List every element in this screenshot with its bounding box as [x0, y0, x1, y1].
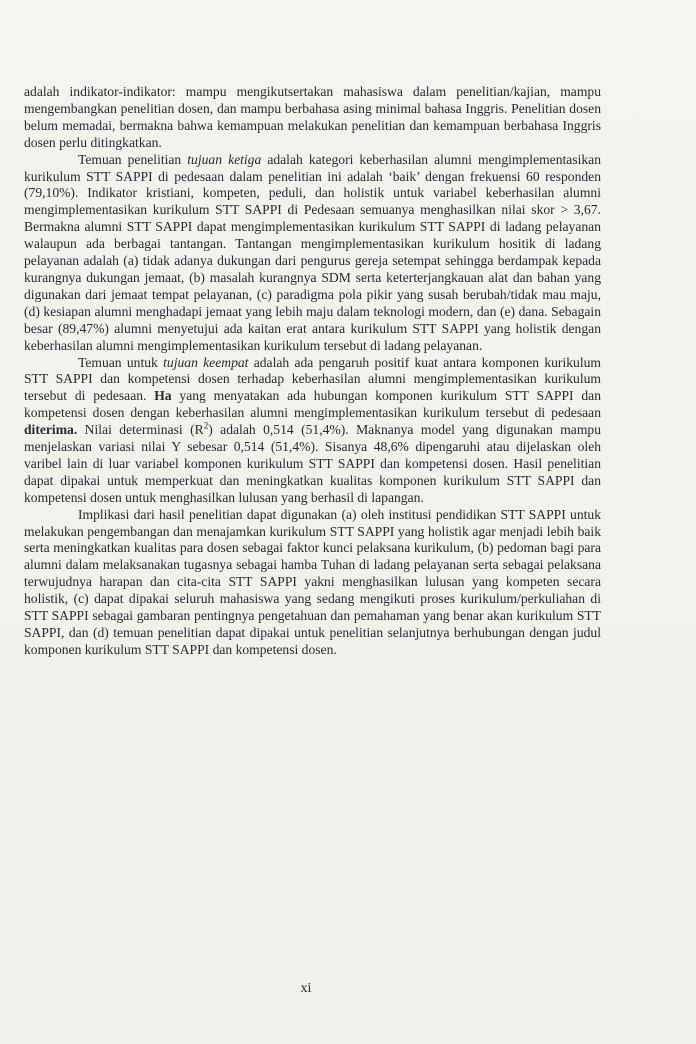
text-run: ) adalah 0,514 (51,4%). Maknanya model yang digunakan mampu menjelaskan variasi nilai Y sebesar 0,514 (51,4%). Sisanya 48,6% dipengaruhi atau dijelaskan oleh varibel lain di luar variabel komponen kurikulum STT SAPPI dan kompetensi dosen. Hasil penelitian dapat dipakai untuk memperkuat dan meningkatkan kualitas komponen kurikulum STT SAPPI dan kompetensi dosen untuk menghasilkan lulusan yang berhasil di lapangan. — [24, 422, 601, 505]
text-run: Nilai determinasi (R — [77, 422, 204, 438]
text-run: 2 — [203, 420, 209, 431]
text-run: Temuan penelitian — [78, 151, 188, 167]
text-run: Temuan untuk — [78, 354, 164, 370]
body-text — [24, 84, 601, 659]
text-run: Ha — [154, 388, 172, 404]
text-run: diterima. — [24, 422, 78, 438]
text-run: adalah ada pengaruh positif kuat antara komponen kurikulum STT SAPPI dan kompetensi dosen terhadap keberhasilan alumni mengimplementasikan kurikulum tersebut di pedesaan. — [24, 354, 601, 404]
text-run: adalah kategori keberhasilan alumni mengimplementasikan kurikulum STT SAPPI di pedesaan dalam penelitian ini adalah ‘baik’ dengan frekuensi 60 responden (79,10%). Indikator kristiani, kompeten, peduli, dan holistik untuk variabel keberhasilan alumni mengimplementasikan kurikulum STT SAPPI di Pedesaan semuanya menghasilkan nilai skor > 3,67. Bermakna alumni STT SAPPI dapat mengimplementasikan kurikulum STT SAPPI di ladang pelayanan walaupun ada berbagai tantangan. Tantangan mengimplementasikan kurikulum hositik di ladang pelayanan adalah (a) tidak adanya dukungan dari pengurus gereja setempat sehingga berdampak kepada kurangnya dukungan jemaat, (b) masalah kurangnya SDM serta keterterjangkauan alat dan bahan yang digunakan dari jemaat tempat pelayanan, (c) paradigma pola pikir yang susah berubah/tidak mau maju, (d) kesiapan alumni menghadapi jemaat yang lebih maju dalam teknologi modern, dan (e) dana. Sebagain besar (89,47%) alumni menyetujui ada kaitan erat antara kurikulum STT SAPPI yang holistik dengan keberhasilan alumni mengimplementasikan kurikulum tersebut di ladang pelayanan. — [24, 151, 602, 353]
paragraph-3 — [24, 355, 601, 507]
text-run: Implikasi dari hasil penelitian dapat digunakan (a) oleh institusi pendidikan STT SAPPI untuk melakukan pengembangan dan menajamkan kurikulum STT SAPPI yang holistik agar menjadi lebih baik serta meningkatkan kualitas para dosen sebagai faktor kunci pelaksana kurikulum, (b) pedoman bagi para alumni dalam melaksanakan tugasnya sebagai hamba Tuhan di ladang pelayanan serta sebagai pelaksana terwujudnya harapan dan cita-cita STT SAPPI yakni menghasilkan lulusan yang kompeten secara holistik, (c) dapat dipakai seluruh mahasiswa yang sedang mengikuti proses kurikulum/perkuliahan di STT SAPPI sebagai gambaran pentingnya pengetahuan dan pemahaman yang benar akan kurikulum STT SAPPI, dan (d) temuan penelitian dapat dipakai untuk penelitian selanjutnya berhubungan dengan judul komponen kurikulum STT SAPPI dan kompetensi dosen. — [24, 506, 601, 657]
paragraph-1 — [24, 84, 601, 152]
text-run: tujuan ketiga — [187, 151, 262, 167]
paragraph-4 — [24, 507, 601, 659]
paragraph-2 — [24, 152, 601, 355]
text-run: tujuan keempat — [163, 354, 249, 370]
text-run: adalah indikator-indikator: mampu mengikutsertakan mahasiswa dalam penelitian/kajian, mampu mengembangkan penelitian dosen, dan mampu berbahasa asing minimal bahasa Inggris. Penelitian dosen belum memadai, bermakna bahwa kemampuan melakukan penelitian dan kemampuan berbahasa Inggris dosen perlu ditingkatkan. — [24, 84, 601, 150]
page-number: xi — [300, 981, 312, 996]
text-run: yang menyatakan ada hubungan komponen kurikulum STT SAPPI dan kompetensi dosen dengan keberhasilan alumni mengimplementasikan kurikulum tersebut di pedesaan — [24, 388, 602, 421]
